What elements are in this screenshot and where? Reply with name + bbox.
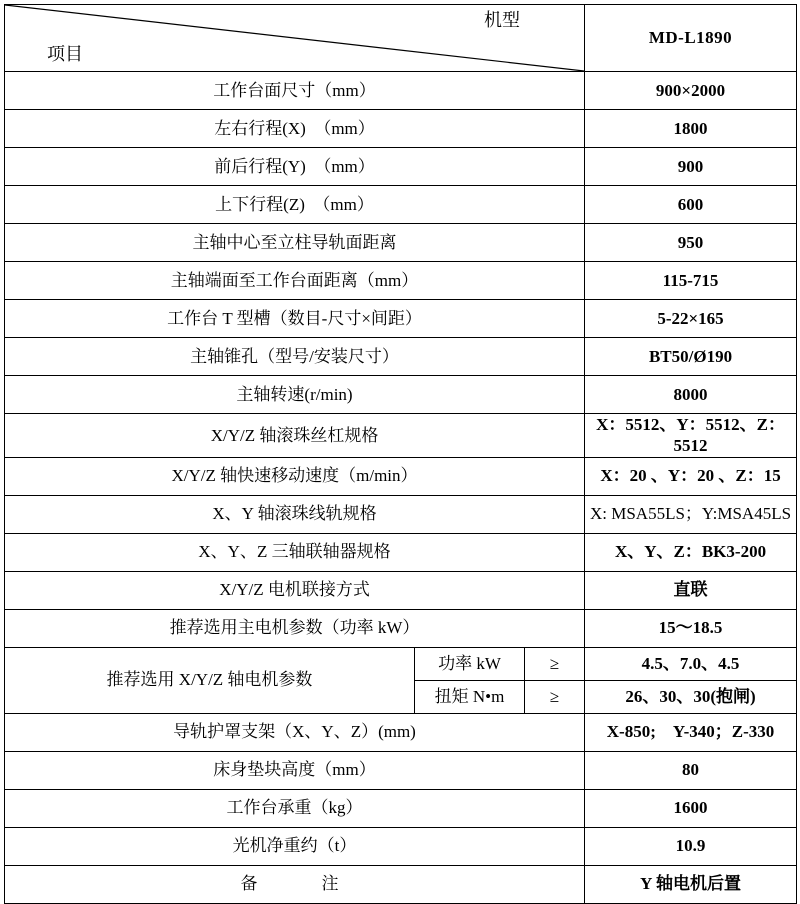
spec-label: X/Y/Z 电机联接方式 (5, 571, 585, 609)
spec-value: X、Y、Z：BK3-200 (585, 533, 797, 571)
spec-label: 主轴中心至立柱导轨面距离 (5, 224, 585, 262)
table-row (5, 457, 797, 495)
motor-sub-label-power: 功率 kW (415, 647, 525, 680)
spec-value: 15～18.5 (585, 609, 797, 647)
spec-label: X、Y 轴滚珠线轨规格 (5, 495, 585, 533)
spec-label: X/Y/Z 轴快速移动速度（m/min） (5, 457, 585, 495)
corner-header-cell (5, 5, 585, 72)
spec-label: 光机净重约（t） (5, 827, 585, 865)
table-row (5, 533, 797, 571)
spec-value: 1600 (585, 789, 797, 827)
specification-table (4, 4, 797, 904)
spec-value: 900 (585, 148, 797, 186)
spec-label: X/Y/Z 轴滚珠丝杠规格 (5, 414, 585, 458)
spec-label: 推荐选用主电机参数（功率 kW） (5, 609, 585, 647)
model-name-cell: MD-L1890 (585, 5, 797, 72)
spec-label: X、Y、Z 三轴联轴器规格 (5, 533, 585, 571)
table-row (5, 376, 797, 414)
corner-top-label: 机型 (484, 10, 521, 30)
spec-label: 工作台 T 型槽（数目-尺寸×间距） (5, 300, 585, 338)
spec-label: 导轨护罩支架（X、Y、Z）(mm) (5, 713, 585, 751)
table-row (5, 751, 797, 789)
spec-label: 左右行程(X) （mm） (5, 110, 585, 148)
motor-operator-power: ≥ (525, 647, 585, 680)
spec-value: 115-715 (585, 262, 797, 300)
spec-value: 直联 (585, 571, 797, 609)
table-header-row (5, 5, 797, 72)
spec-label: 主轴转速(r/min) (5, 376, 585, 414)
spec-value: 950 (585, 224, 797, 262)
spec-value: 600 (585, 186, 797, 224)
spec-value: 5-22×165 (585, 300, 797, 338)
motor-value-torque: 26、30、30(抱闸) (585, 680, 797, 713)
note-label: 备 注 (5, 865, 585, 903)
table-row (5, 148, 797, 186)
spec-value: X：20 、Y：20 、Z：15 (585, 457, 797, 495)
spec-label: 主轴锥孔（型号/安装尺寸） (5, 338, 585, 376)
table-row (5, 571, 797, 609)
motor-sub-label-torque: 扭矩 N•m (415, 680, 525, 713)
corner-bottom-label: 项目 (47, 43, 83, 64)
note-value: Y 轴电机后置 (585, 865, 797, 903)
spec-label: 前后行程(Y) （mm） (5, 148, 585, 186)
table-row (5, 300, 797, 338)
spec-value: 900×2000 (585, 72, 797, 110)
motor-parameter-group-label: 推荐选用 X/Y/Z 轴电机参数 (5, 647, 415, 713)
table-row (5, 72, 797, 110)
motor-value-power: 4.5、7.0、4.5 (585, 647, 797, 680)
note-row (5, 865, 797, 903)
motor-parameter-row-power (5, 647, 797, 680)
spec-value: X: MSA55LS；Y:MSA45LS (585, 495, 797, 533)
spec-label: 主轴端面至工作台面距离（mm） (5, 262, 585, 300)
table-row (5, 713, 797, 751)
spec-value: 10.9 (585, 827, 797, 865)
table-row (5, 789, 797, 827)
table-row (5, 338, 797, 376)
spec-value: 1800 (585, 110, 797, 148)
spec-value: 80 (585, 751, 797, 789)
spec-label: 工作台承重（kg） (5, 789, 585, 827)
spec-value: 8000 (585, 376, 797, 414)
table-row (5, 224, 797, 262)
table-row (5, 414, 797, 458)
table-row (5, 609, 797, 647)
table-row (5, 827, 797, 865)
table-row (5, 495, 797, 533)
spec-label: 床身垫块高度（mm） (5, 751, 585, 789)
table-row (5, 186, 797, 224)
spec-label: 工作台面尺寸（mm） (5, 72, 585, 110)
spec-value: X：5512、Y：5512、Z：5512 (585, 414, 797, 458)
table-row (5, 110, 797, 148)
spec-label: 上下行程(Z) （mm） (5, 186, 585, 224)
table-row (5, 262, 797, 300)
spec-value: BT50/Ø190 (585, 338, 797, 376)
spec-value: X-850; Y-340；Z-330 (585, 713, 797, 751)
motor-operator-torque: ≥ (525, 680, 585, 713)
